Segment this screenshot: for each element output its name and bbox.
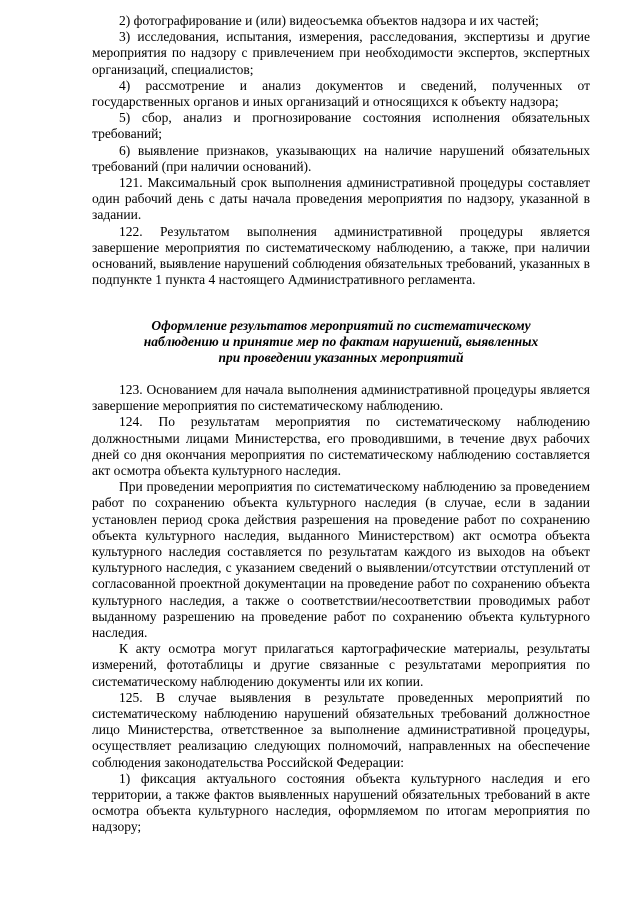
paragraph-work-observation: При проведении мероприятия по систематическому наблюдению за проведением работ по сохранению объекта культурного наследия (в случае, если в задании установлен период срока действия разрешения на проведение работ по сохранению объекта культурного наследия, выданного Министерством) акт осмотра объекта культурного наследия составляется по результатам каждого из выходов на объект культурного наследия, с указанием сведений о выявлении/отсутствии отступлений от согласованной проектной документации на проведение работ по сохранению объекта культурного наследия, а также о соответствии/несоответствии проводимых работ выданному разрешению на проведение работ по сохранению объекта культурного наследия. <box>92 479 590 641</box>
paragraph-123: 123. Основанием для начала выполнения административной процедуры является завершение мероприятия по систематическому наблюдению. <box>92 382 590 414</box>
paragraph-124: 124. По результатам мероприятия по систематическому наблюдению должностными лицами Министерства, его проводившими, в течение двух рабочих дней со дня окончания мероприятия по систематическому наблюдению составляется акт осмотра объекта культурного наследия. <box>92 414 590 479</box>
list-item-1-fixation: 1) фиксация актуального состояния объекта культурного наследия и его территории, а также фактов выявленных нарушений обязательных требований в акте осмотра объекта культурного наследия, оформляемом по итогам мероприятия по надзору; <box>92 770 590 835</box>
lower-text-block <box>92 382 590 836</box>
list-item-3-investigations: 3) исследования, испытания, измерения, расследования, экспертизы и другие мероприятия по надзору с привлечением при необходимости экспертов, экспертных организаций, специалистов; <box>92 29 590 77</box>
paragraph-125: 125. В случае выявления в результате проведенных мероприятий по систематическому наблюдению нарушений обязательных требований должностное лицо Министерства, ответственное за выполнение административной процедуры, осуществляет реализацию следующих полномочий, направленных на обеспечение соблюдения законодательства Российской Федерации: <box>92 689 590 770</box>
section-heading-line-2: наблюдению и принятие мер по фактам нарушений, выявленных <box>143 334 539 350</box>
list-item-6-violation-signs: 6) выявление признаков, указывающих на наличие нарушений обязательных требований (при наличии оснований). <box>92 142 590 174</box>
section-heading <box>92 318 590 367</box>
paragraph-122: 122. Результатом выполнения административной процедуры является завершение мероприятия по систематическому наблюдению, а также, при наличии оснований, выявление нарушений соблюдения обязательных требований, указанных в подпункте 1 пункта 4 настоящего Административного регламента. <box>92 223 590 288</box>
list-item-4-document-review: 4) рассмотрение и анализ документов и сведений, полученных от государственных органов и иных организаций и относящихся к объекту надзора; <box>92 77 590 110</box>
paragraph-attachments: К акту осмотра могут прилагаться картографические материалы, результаты измерений, фототаблицы и другие связанные с результатами мероприятия по систематическому наблюдению документы или их копии. <box>92 641 590 689</box>
list-item-2-photography: 2) фотографирование и (или) видеосъемка объектов надзора и их частей; <box>119 13 539 28</box>
section-heading-line-3: при проведении указанных мероприятий <box>218 350 464 366</box>
paragraph-121: 121. Максимальный срок выполнения административной процедуры составляет один рабочий день с даты начала проведения мероприятия по надзору, указанной в задании. <box>92 175 590 223</box>
list-item-5-analysis: 5) сбор, анализ и прогнозирование состояния исполнения обязательных требований; <box>92 110 590 142</box>
section-heading-line-1: Оформление результатов мероприятий по систематическому <box>151 318 531 333</box>
upper-text-block <box>92 13 590 288</box>
